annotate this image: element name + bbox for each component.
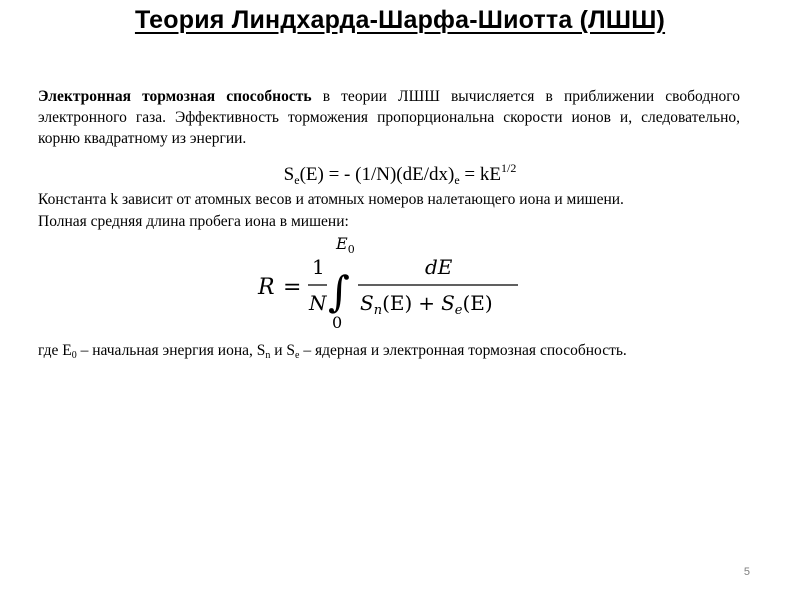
intro-paragraph: [38, 86, 740, 149]
slide-title: Теория Линдхарда-Шарфа-Шиотта (ЛШШ): [134, 6, 666, 34]
formula2-upper: $E_0$: [336, 234, 355, 256]
formula1-rhs: = kE: [459, 164, 501, 185]
page-number: 5: [743, 566, 750, 578]
formula2-denominator: $S_n(E) + S_e(E)$: [360, 291, 493, 318]
intro-bold-term: Электронная тормозная способность: [38, 88, 312, 105]
formula2-numerator: dE: [425, 255, 453, 279]
where-text: где $E_0$ – начальная энергия иона, $S_n$ и $S_e$ – ядерная и электронная тормозная способность.: [38, 342, 627, 361]
formula1-s-sub: e: [294, 173, 300, 187]
formula2-one: 1: [312, 255, 325, 279]
formula1-exp: 1/2: [500, 161, 517, 175]
range-formula: [250, 232, 530, 332]
range-text: Полная средняя длина пробега иона в мишени:: [38, 213, 349, 230]
integral-sign: ∫: [328, 267, 350, 316]
constant-text: Константа k зависит от атомных весов и атомных номеров налетающего иона и мишени.: [38, 191, 624, 208]
formula2-eq: =: [283, 275, 302, 300]
formula1-mid: (E) = - (1/N)(dE/dx): [299, 164, 455, 185]
formula1-dx-sub: e: [454, 173, 460, 187]
formula2-n: N: [309, 291, 327, 315]
formula2-lower: 0: [332, 313, 343, 332]
stopping-power-formula: [0, 161, 800, 188]
intro-text: в теории ЛШШ вычисляется в приближении свободного электронного газа. Эффективность торможения пропорциональна скорости ионов и, следовательно, корню квадратному из энергии.: [38, 88, 740, 147]
formula1-s: S: [283, 164, 295, 185]
formula2-r: R: [258, 275, 275, 300]
